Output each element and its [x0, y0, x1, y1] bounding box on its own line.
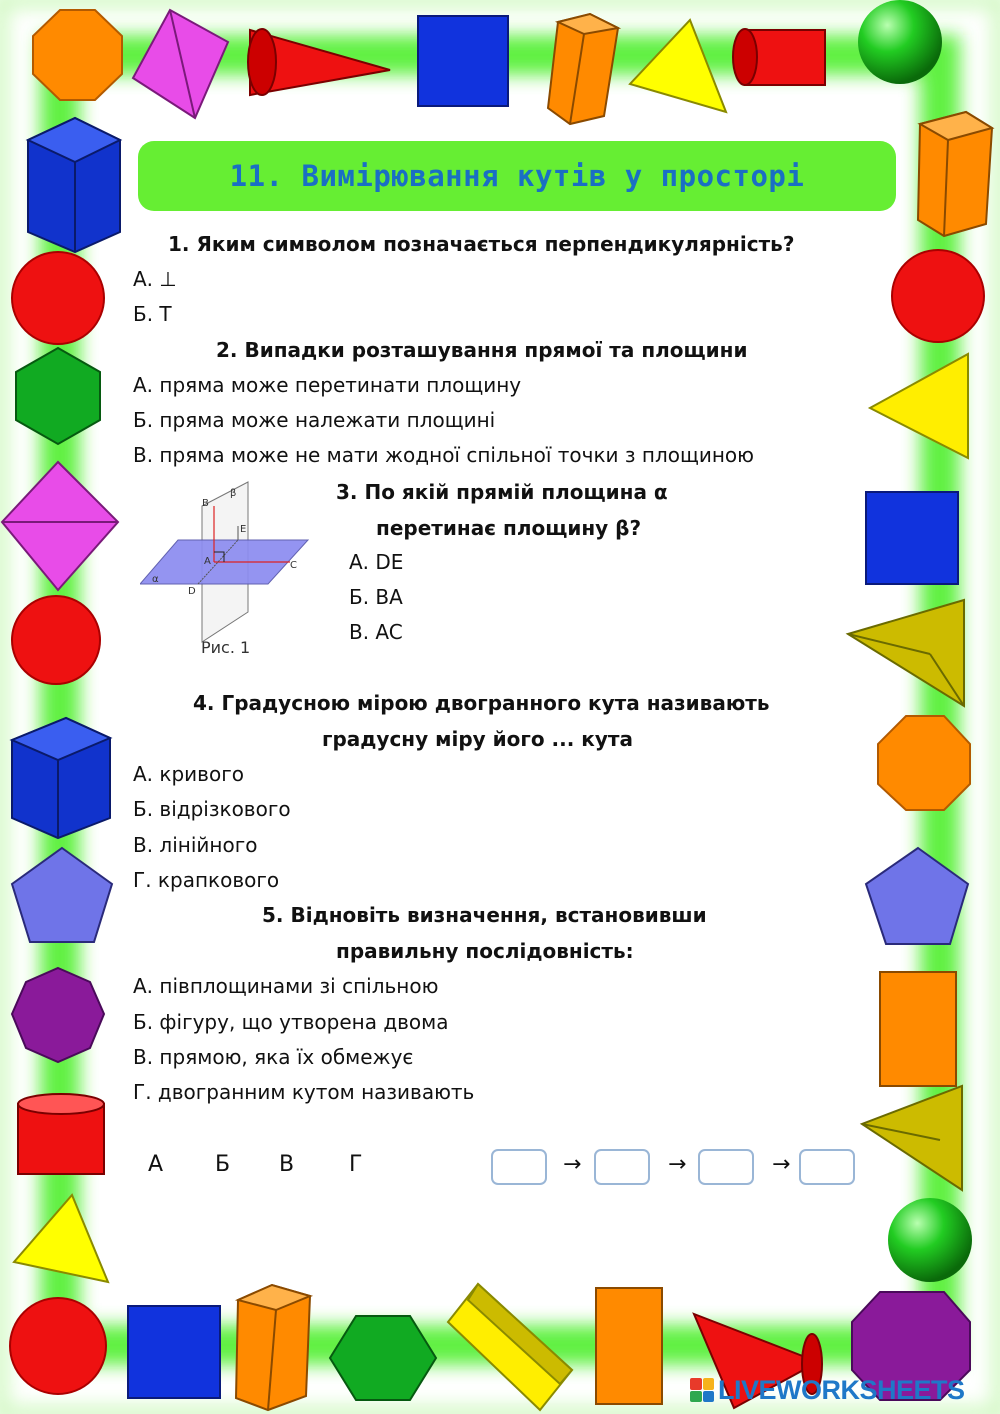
question-2-text: 2. Випадки розташування прямої та площини — [216, 338, 748, 362]
question-4-option-c[interactable]: В. лінійного — [133, 833, 258, 857]
figure-planes-diagram — [140, 472, 320, 662]
question-4-option-a[interactable]: А. кривого — [133, 762, 244, 786]
question-1-option-a[interactable]: А. ⊥ — [133, 267, 177, 291]
liveworksheets-brand-text: LIVEWORKSHEETS — [718, 1374, 965, 1405]
answer-letter-c[interactable]: В — [279, 1152, 295, 1177]
question-5-text-line2: правильну послідовність: — [336, 939, 634, 963]
question-5-text-line1: 5. Відновіть визначення, встановивши — [262, 903, 707, 927]
question-4-option-b[interactable]: Б. відрізкового — [133, 797, 291, 821]
question-5-option-c: В. прямою, яка їх обмежує — [133, 1045, 414, 1069]
question-4-text-line2: градусну міру його ... кута — [322, 727, 634, 751]
sequence-drop-box-3[interactable] — [698, 1149, 754, 1185]
sequence-drop-box-4[interactable] — [799, 1149, 855, 1185]
question-3-option-c[interactable]: В. AC — [349, 620, 403, 644]
figure-label-c: C — [290, 560, 297, 571]
question-2-option-a[interactable]: А. пряма може перетинати площину — [133, 373, 522, 397]
question-4-text-line1: 4. Градусною мірою двогранного кута називають — [193, 691, 770, 715]
arrow-icon: → — [563, 1152, 582, 1177]
figure-label-beta: β — [230, 488, 237, 499]
answer-letter-a[interactable]: А — [148, 1152, 164, 1177]
question-2-option-c[interactable]: В. пряма може не мати жодної спільної точки з площиною — [133, 443, 754, 467]
question-5-option-b: Б. фігуру, що утворена двома — [133, 1010, 449, 1034]
figure-caption: Рис. 1 — [201, 638, 251, 657]
figure-label-b: B — [202, 498, 209, 509]
question-3-text-line2: перетинає площину β? — [376, 516, 642, 540]
arrow-icon: → — [668, 1152, 687, 1177]
sequence-drop-box-2[interactable] — [594, 1149, 650, 1185]
question-1-text: 1. Яким символом позначається перпендикулярність? — [168, 232, 795, 256]
liveworksheets-logo-icon — [690, 1378, 714, 1402]
answer-letter-d[interactable]: Г — [349, 1152, 363, 1177]
figure-label-d: D — [188, 586, 196, 597]
question-2-option-b[interactable]: Б. пряма може належати площині — [133, 408, 496, 432]
worksheet-title: 11. Вимірювання кутів у просторі — [229, 159, 805, 193]
question-3-option-b[interactable]: Б. BA — [349, 585, 403, 609]
question-3-option-a[interactable]: А. DE — [349, 550, 404, 574]
figure-label-alpha: α — [152, 574, 159, 585]
liveworksheets-logo — [690, 1372, 990, 1408]
question-5-option-d: Г. двогранним кутом називають — [133, 1080, 475, 1104]
question-3-text-line1: 3. По якій прямій площина α — [336, 480, 668, 504]
answer-letter-b[interactable]: Б — [215, 1152, 231, 1177]
figure-label-e: E — [240, 524, 247, 535]
question-1-option-b[interactable]: Б. Т — [133, 302, 172, 326]
arrow-icon: → — [772, 1152, 791, 1177]
question-5-option-a: А. півплощинами зі спільною — [133, 974, 439, 998]
question-4-option-d[interactable]: Г. крапкового — [133, 868, 280, 892]
sequence-drop-box-1[interactable] — [491, 1149, 547, 1185]
worksheet-title-bar — [138, 141, 896, 211]
figure-label-a: A — [204, 556, 211, 567]
